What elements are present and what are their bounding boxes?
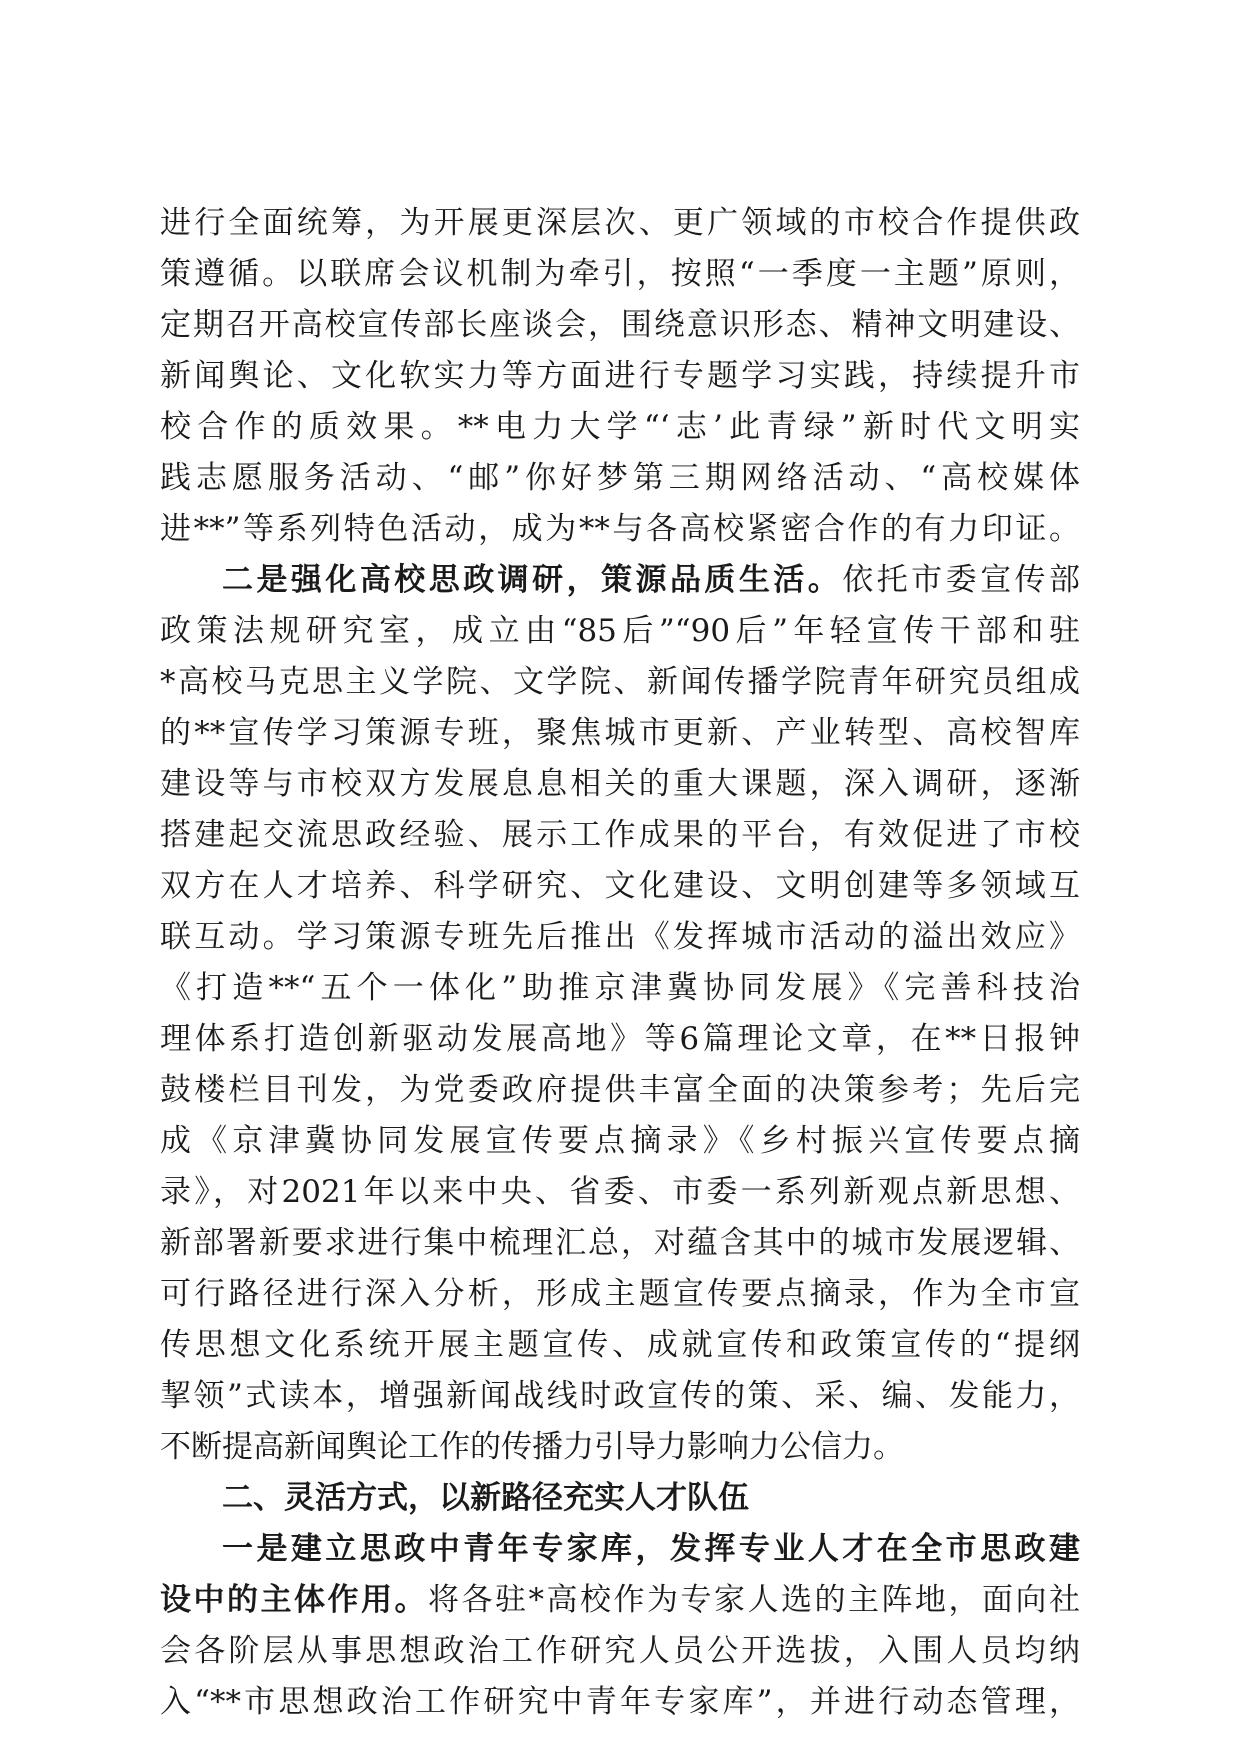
paragraph-lead: 二是强化高校思政调研，策源品质生活。 <box>222 562 843 598</box>
text-line: 挈领”式读本，增强新闻战线时政宣传的策、采、编、发能力， <box>160 1378 1080 1414</box>
text-line: 新闻舆论、文化软实力等方面进行专题学习实践，持续提升市 <box>160 358 1080 394</box>
text-line: 录》，对2021年以来中央、省委、市委一系列新观点新思想、 <box>160 1174 1080 1210</box>
text-line: 进行全面统筹，为开展更深层次、更广领域的市校合作提供政 <box>160 205 1080 241</box>
text-line <box>160 1575 1080 1626</box>
text-line: 新部署新要求进行集中梳理汇总，对蕴含其中的城市发展逻辑、 <box>160 1225 1080 1261</box>
text-line: 会各阶层从事思想政治工作研究人员公开选拔，入围人员均纳 <box>160 1633 1080 1669</box>
document-page <box>160 198 1080 1728</box>
text-line: 理体系打造创新驱动发展高地》等6篇理论文章，在**日报钟 <box>160 1021 1080 1057</box>
section-heading: 二、灵活方式，以新路径充实人才队伍 <box>222 1480 749 1516</box>
text-line: 践志愿服务活动、“邮”你好梦第三期网络活动、“高校媒体 <box>160 460 1080 496</box>
text-line: 联互动。学习策源专班先后推出《发挥城市活动的溢出效应》 <box>160 919 1080 955</box>
text-line: 入“**市思想政治工作研究中青年专家库”，并进行动态管理， <box>160 1684 1080 1720</box>
text-line: 不断提高新闻舆论工作的传播力引导力影响力公信力。 <box>160 1429 904 1465</box>
text-line: 搭建起交流思政经验、展示工作成果的平台，有效促进了市校 <box>160 817 1080 853</box>
paragraph-lead-line <box>160 555 1080 606</box>
text-line: 定期召开高校宣传部长座谈会，围绕意识形态、精神文明建设、 <box>160 307 1080 343</box>
text-line: 校合作的质效果。**电力大学“‘志’此青绿”新时代文明实 <box>160 409 1080 445</box>
text-line: 《打造**“五个一体化”助推京津冀协同发展》《完善科技治 <box>160 970 1080 1006</box>
text-line: 策遵循。以联席会议机制为牵引，按照“一季度一主题”原则， <box>160 256 1080 292</box>
text-line: *高校马克思主义学院、文学院、新闻传播学院青年研究员组成 <box>160 664 1080 700</box>
paragraph-lead-rest: 依托市委宣传部 <box>842 562 1080 598</box>
text-line: 进**”等系列特色活动，成为**与各高校紧密合作的有力印证。 <box>160 511 1080 547</box>
paragraph-lead-continued: 设中的主体作用。 <box>160 1582 428 1618</box>
text-line: 可行路径进行深入分析，形成主题宣传要点摘录，作为全市宣 <box>160 1276 1080 1312</box>
paragraph-text: 将各驻*高校作为专家人选的主阵地，面向社 <box>428 1582 1080 1618</box>
text-line: 双方在人才培养、科学研究、文化建设、文明创建等多领域互 <box>160 868 1080 904</box>
text-line: 的**宣传学习策源专班，聚焦城市更新、产业转型、高校智库 <box>160 715 1080 751</box>
text-line: 建设等与市校双方发展息息相关的重大课题，深入调研，逐渐 <box>160 766 1080 802</box>
text-line: 政策法规研究室，成立由“85后”“90后”年轻宣传干部和驻 <box>160 613 1080 649</box>
paragraph-lead: 一是建立思政中青年专家库，发挥专业人才在全市思政建 <box>222 1531 1080 1567</box>
text-line: 鼓楼栏目刊发，为党委政府提供丰富全面的决策参考；先后完 <box>160 1072 1080 1108</box>
text-line: 传思想文化系统开展主题宣传、成就宣传和政策宣传的“提纲 <box>160 1327 1080 1363</box>
text-line: 成《京津冀协同发展宣传要点摘录》《乡村振兴宣传要点摘 <box>160 1123 1080 1159</box>
